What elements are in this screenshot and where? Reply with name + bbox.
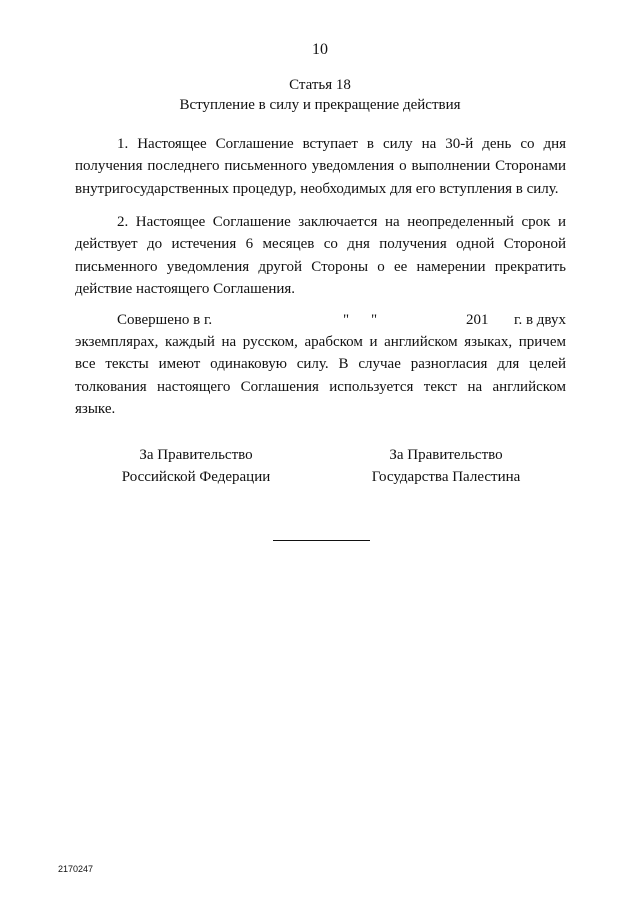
- page-number: 10: [312, 41, 328, 58]
- paragraph-1: 1. Настоящее Соглашение вступает в силу на 30-й день со дня получения последнего письменного уведомления о выполнении Сторонами внутригосударственных процедур, необходимых для его вступления в силу.: [75, 136, 566, 197]
- signature-right-line2: Государства Палестина: [371, 469, 521, 486]
- execution-clause: [75, 309, 566, 421]
- signature-left-line1: За Правительство: [139, 447, 253, 463]
- year-field: 201: [466, 312, 489, 328]
- date-quote-open: ": [343, 312, 350, 328]
- execution-prefix: Совершено в г.: [117, 312, 213, 328]
- date-quote-close: ": [371, 312, 378, 328]
- signature-block-russia: [86, 444, 306, 489]
- closing-rule: [273, 540, 370, 541]
- document-code: 2170247: [58, 864, 94, 874]
- execution-first-line: [75, 309, 566, 331]
- signature-left-line2: Российской Федерации: [121, 469, 271, 486]
- signature-right-line1: За Правительство: [389, 447, 503, 463]
- paragraph-1-block: [75, 133, 566, 200]
- signature-block-palestine: [336, 444, 556, 489]
- paragraph-2: 2. Настоящее Соглашение заключается на неопределенный срок и действует до истечения 6 месяцев со дня получения одной Стороной письменного уведомления другой Стороны о ее намерении прекратить действие настоящего Соглашения.: [75, 214, 566, 298]
- execution-suffix: г. в двух: [514, 312, 566, 328]
- execution-text: экземплярах, каждый на русском, арабском и английском языках, причем все тексты имеют одинаковую силу. В случае разногласия для целей толкования настоящего Соглашения используется текст на английском языке.: [75, 334, 566, 418]
- article-title: Вступление в силу и прекращение действия: [179, 97, 461, 113]
- paragraph-2-block: [75, 211, 566, 301]
- article-number: Статья 18: [289, 77, 351, 93]
